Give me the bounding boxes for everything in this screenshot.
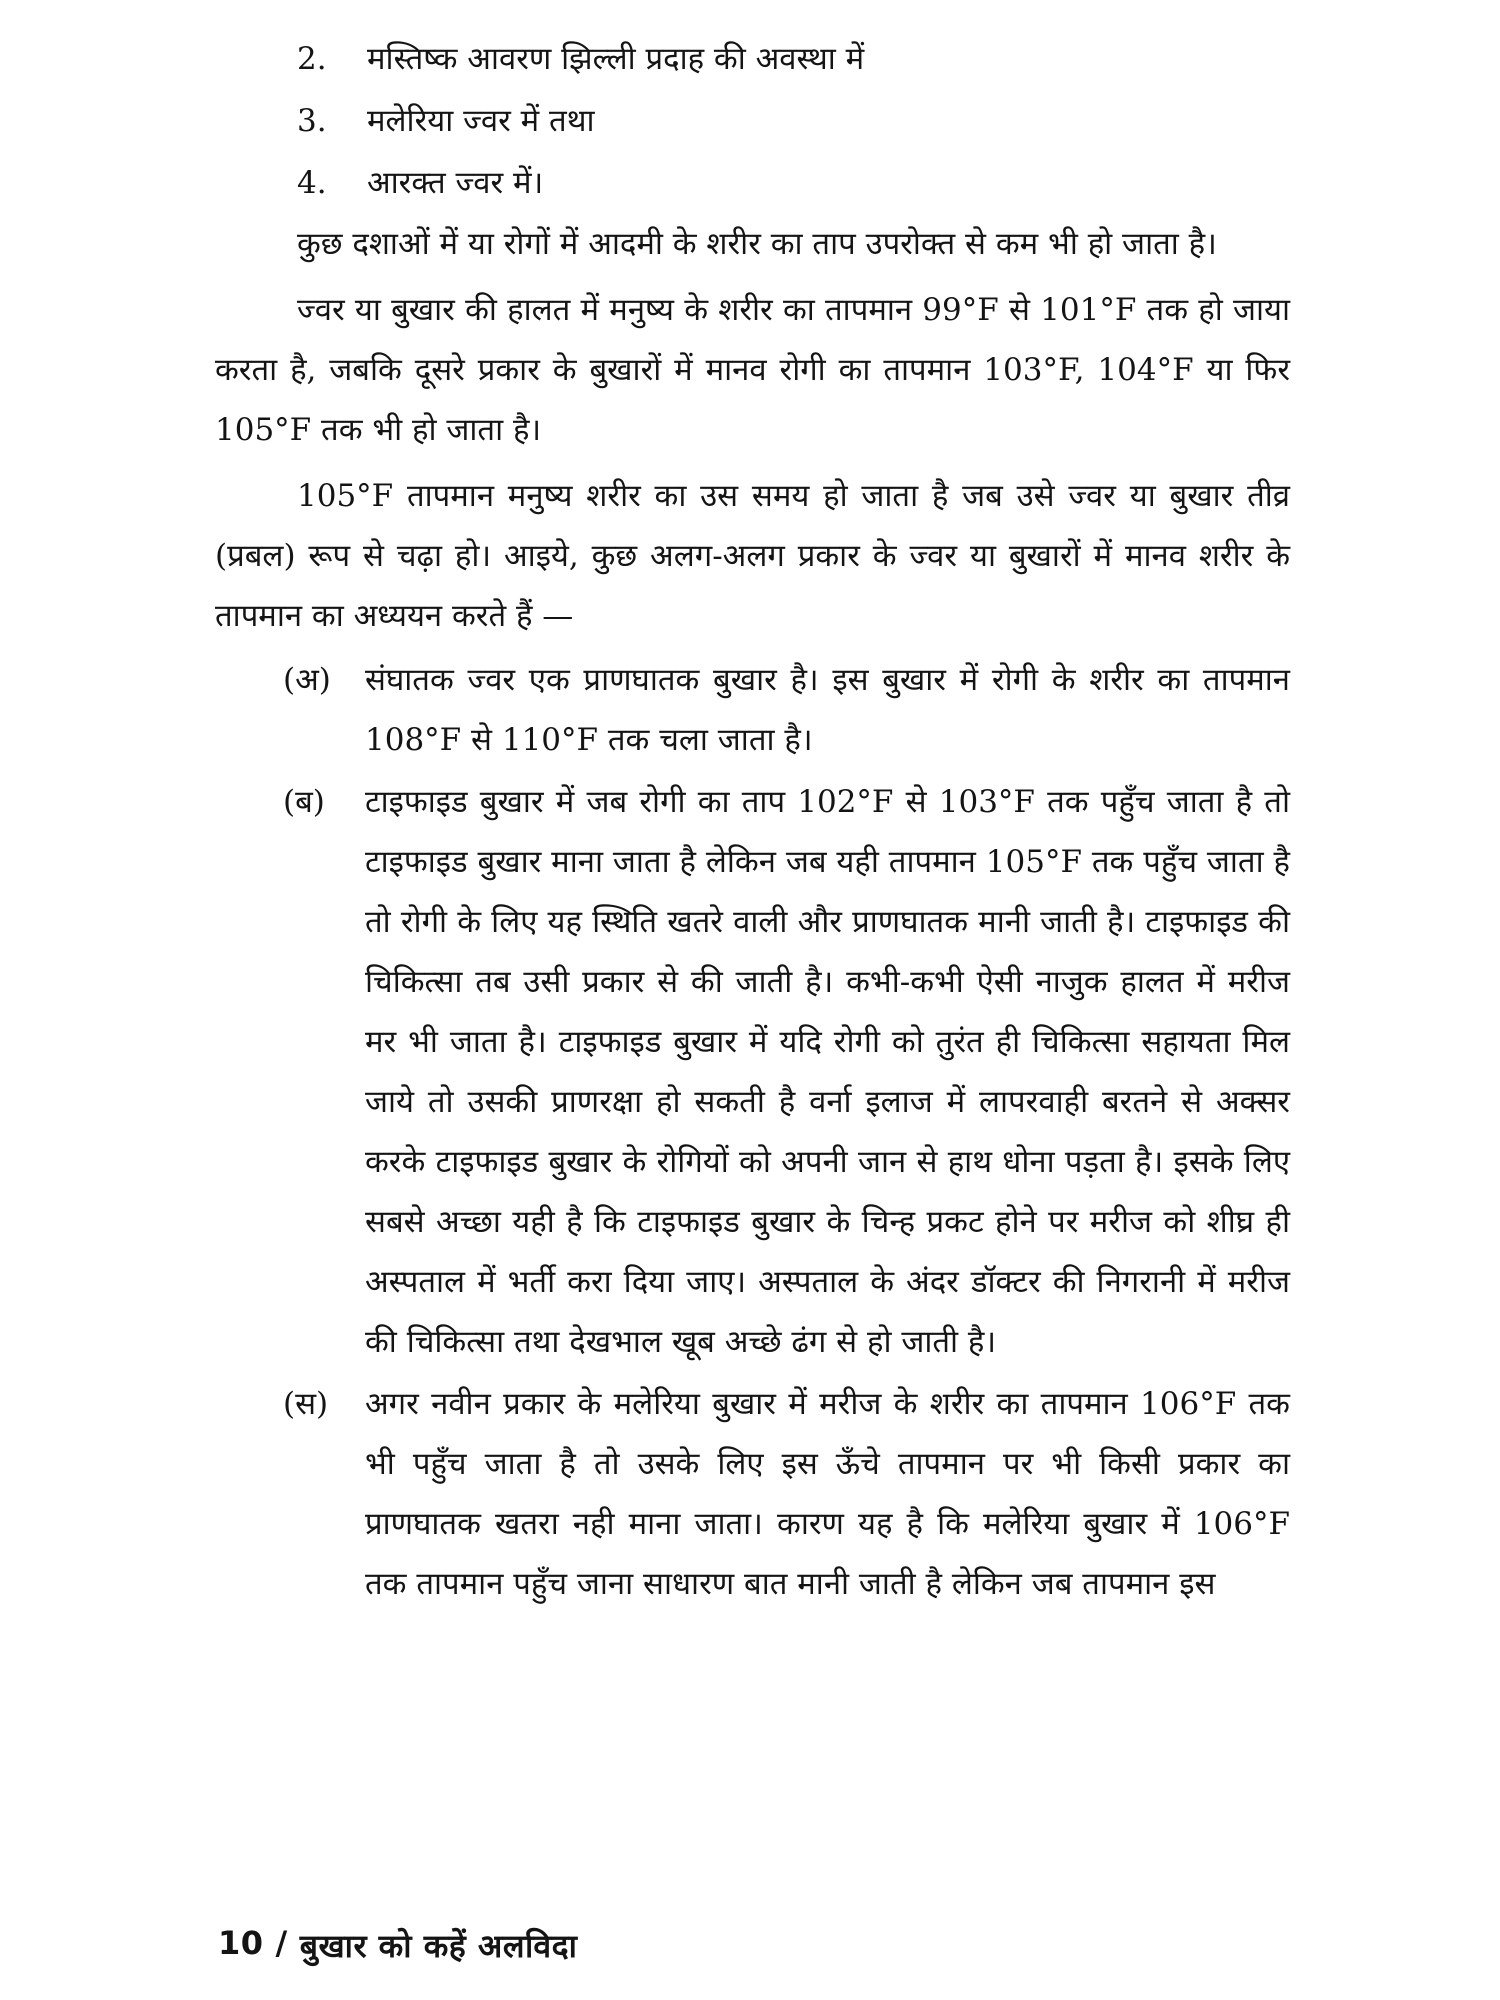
- sub-item-label: (ब): [283, 784, 325, 820]
- list-item: [215, 28, 1290, 90]
- list-number: 3.: [297, 103, 327, 139]
- list-number: 2.: [297, 41, 327, 77]
- sub-item-text: टाइफाइड बुखार में जब रोगी का ताप 102°F से 103°F तक पहुँच जाता है तो टाइफाइड बुखार माना जाता है लेकिन जब यही तापमान 105°F तक पहुँच जाता है तो रोगी के लिए यह स्थिति खतरे वाली और प्राणघातक मानी जाती है। टाइफाइड की चिकित्सा तब उसी प्रकार से की जाती है। कभी-कभी ऐसी नाजुक हालत में मरीज मर भी जाता है। टाइफाइड बुखार में यदि रोगी को तुरंत ही चिकित्सा सहायता मिल जाये तो उसकी प्राणरक्षा हो सकती है वर्ना इलाज में लापरवाही बरतने से अक्सर करके टाइफाइड बुखार के रोगियों को अपनी जान से हाथ धोना पड़ता है। इसके लिए सबसे अच्छा यही है कि टाइफाइड बुखार के चिन्ह प्रकट होने पर मरीज को शीघ्र ही अस्पताल में भर्ती करा दिया जाए। अस्पताल के अंदर डॉक्टर की निगरानी में मरीज की चिकित्सा तथा देखभाल खूब अच्छे ढंग से हो जाती है।: [365, 784, 1290, 1360]
- sub-item: [215, 650, 1290, 770]
- list-text: आरक्त ज्वर में।: [367, 165, 544, 201]
- book-title: बुखार को कहें अलविदा: [299, 1927, 578, 1965]
- sub-item-text: संघातक ज्वर एक प्राणघातक बुखार है। इस बुखार में रोगी के शरीर का तापमान 108°F से 110°F तक चला जाता है।: [365, 662, 1290, 758]
- list-item: [215, 90, 1290, 152]
- paragraph: 105°F तापमान मनुष्य शरीर का उस समय हो जाता है जब उसे ज्वर या बुखार तीव्र (प्रबल) रूप से चढ़ा हो। आइये, कुछ अलग-अलग प्रकार के ज्वर या बुखारों में मानव शरीर के तापमान का अध्ययन करते हैं —: [215, 478, 1290, 634]
- page-footer: [218, 1924, 577, 1967]
- sub-item-label: (अ): [283, 662, 331, 698]
- page-body: [215, 28, 1290, 1614]
- footer-separator: /: [275, 1924, 288, 1962]
- list-number: 4.: [297, 165, 327, 201]
- list-text: मलेरिया ज्वर में तथा: [367, 103, 595, 139]
- paragraph: कुछ दशाओं में या रोगों में आदमी के शरीर का ताप उपरोक्त से कम भी हो जाता है।: [297, 226, 1217, 262]
- sub-item: [215, 772, 1290, 1372]
- page-number: 10: [218, 1924, 264, 1962]
- paragraph: ज्वर या बुखार की हालत में मनुष्य के शरीर का तापमान 99°F से 101°F तक हो जाया करता है, जबकि दूसरे प्रकार के बुखारों में मानव रोगी का तापमान 103°F, 104°F या फिर 105°F तक भी हो जाता है।: [215, 292, 1290, 448]
- sub-item-text: अगर नवीन प्रकार के मलेरिया बुखार में मरीज के शरीर का तापमान 106°F तक भी पहुँच जाता है तो उसके लिए इस ऊँचे तापमान पर भी किसी प्रकार का प्राणघातक खतरा नही माना जाता। कारण यह है कि मलेरिया बुखार में 106°F तक तापमान पहुँच जाना साधारण बात मानी जाती है लेकिन जब तापमान इस: [365, 1386, 1290, 1602]
- list-item: [215, 152, 1290, 214]
- list-text: मस्तिष्क आवरण झिल्ली प्रदाह की अवस्था में: [367, 41, 865, 77]
- sub-item: [215, 1374, 1290, 1614]
- sub-item-label: (स): [283, 1386, 329, 1422]
